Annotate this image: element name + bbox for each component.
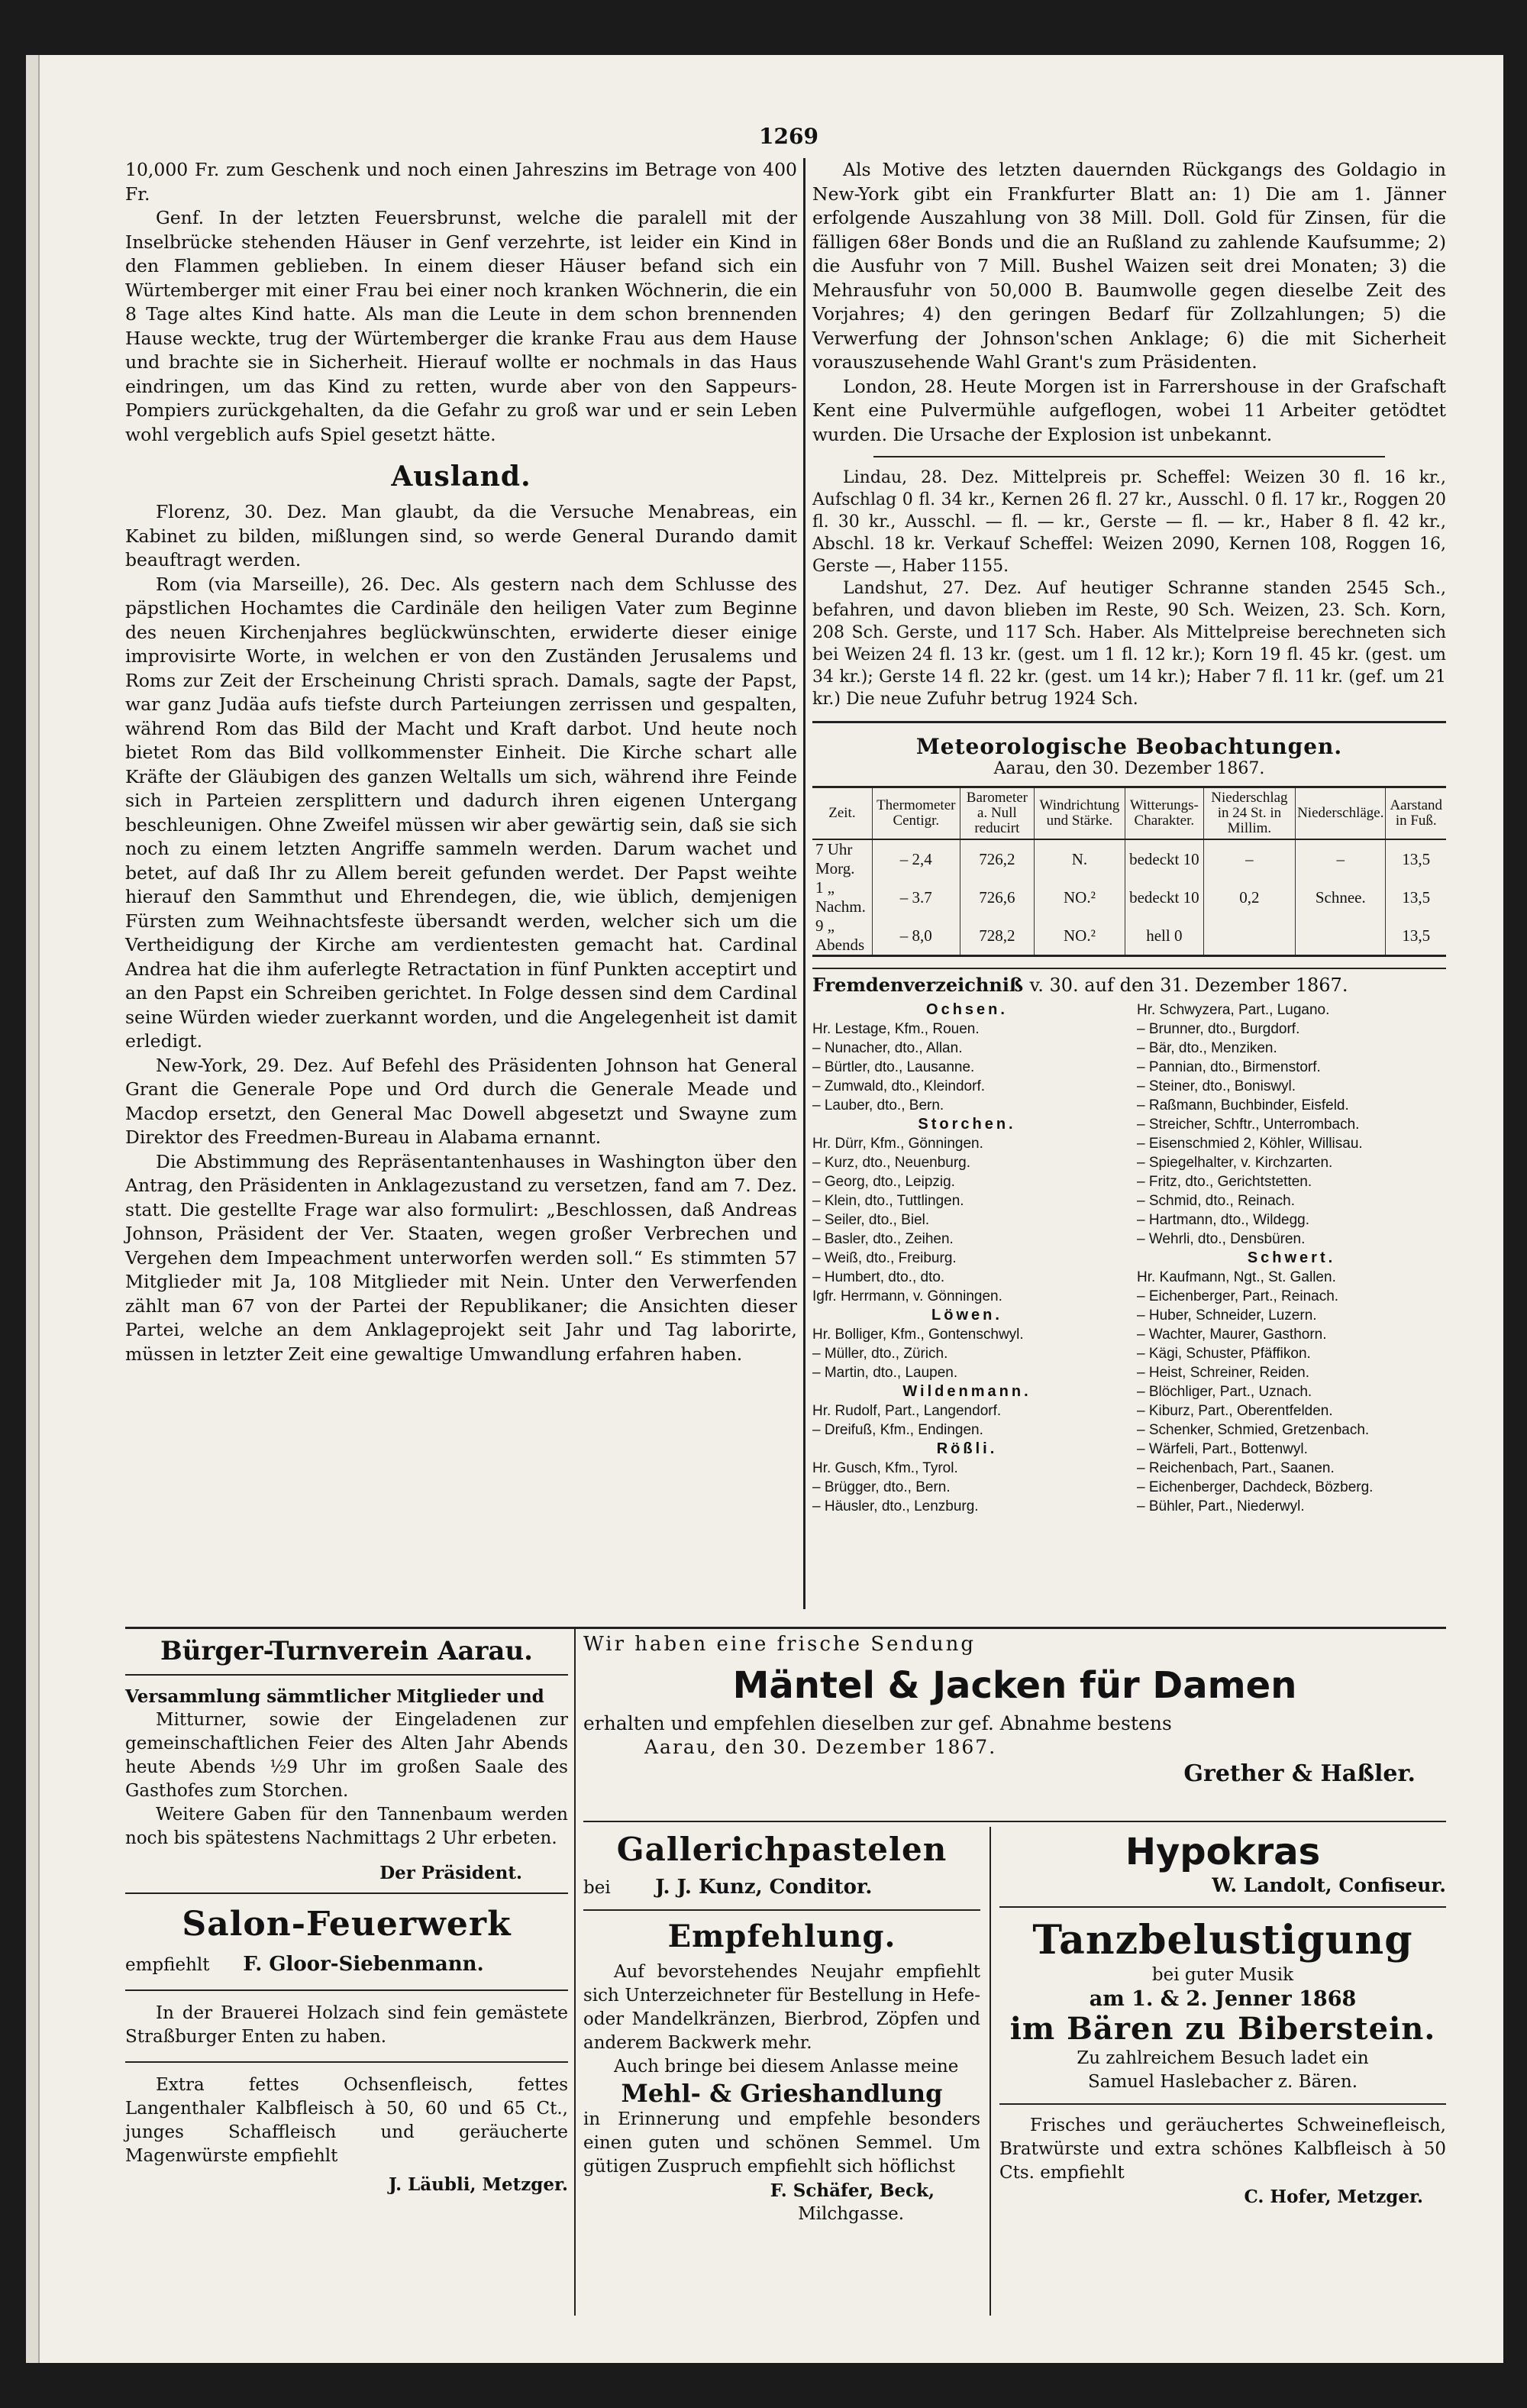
ad-turnverein-head: Versammlung sämmtlicher Mitglieder und [125,1686,544,1707]
list-item: Hr. Kaufmann, Ngt., St. Gallen. [1137,1269,1336,1285]
list-item: Igfr. Herrmann, v. Gönningen. [812,1288,1002,1304]
table-cell: 13,5 [1386,839,1446,878]
market-lindau: Lindau, 28. Dez. Mittelpreis pr. Scheffel: Weizen 30 fl. 16 kr., Aufschlag 0 fl. 34 kr., Kernen 26 fl. 27 kr., Ausschl. 0 fl. 17 kr., Roggen 20 fl. 30 kr., Ausschl. — fl. — kr., Gerste — fl. — kr., Haber 8 fl. 42 kr., Abschl. 18 kr. Verkauf Scheffel: Weizen 2090, Kernen 108, Roggen 16, Gerste —, Haber 1155. [812,468,1446,576]
article-florenz: Florenz, 30. Dez. Man glaubt, da die Versuche Menabreas, ein Kabinet zu bilden, mißlungen sind, so werde General Durando damit beauftragt werden. [125,501,797,570]
market-landshut: Landshut, 27. Dez. Auf heutiger Schranne standen 2545 Sch., befahren, und davon blieben im Reste, 90 Sch. Weizen, 23. Sch. Korn, 208 Sch. Gerste, und 117 Sch. Haber. Als Mittelpreise berechneten sich bei Weizen 24 fl. 13 kr. (gest. um 1 fl. 12 kr.); Korn 19 fl. 45 kr. (gest. um 34 kr.); Gerste 14 fl. 22 kr. (gest. um 14 kr.); Haber 7 fl. 11 kr. (gef. um 21 kr.) Die neue Zufuhr betrug 1924 Sch. [812,579,1446,709]
list-item: – Bühler, Part., Niederwyl. [1137,1498,1305,1514]
ad-schaefer-signature: F. Schäfer, Beck, [770,2180,935,2201]
hotel-heading: Schwert. [1247,1249,1336,1266]
ad-empfehlung-title: Empfehlung. [667,1918,896,1954]
ad-mehl-title: Mehl- & Grieshandlung [621,2079,943,2108]
article-rom: Rom (via Marseille), 26. Dec. Als gestern nach dem Schlusse des päpstlichen Hochamtes die Cardinäle den heiligen Vater zum Beginne des neuen Kirchenjahres beglückwünschten, erwiderte dieser einige improvisirte Worte, in welchen er von den Zuständen Jerusalems und Roms zur Zeit der Erscheinung Christi sprach. Damals, sagte der Papst, war ganz Judäa aufs tiefste durch Parteiungen zerrissen und gespalten, während Rom das Bild der Macht und Kraft darbot. Und heute noch bietet Rom das Bild vollkommenster Einheit. Die Kirche schart alle Kräfte der Gläubigen des ganzen Weltalls um sich, während ihre Feinde sich in Parteien zersplittern und dadurch ihren eigenen Untergang beschleunigen. Ohne Zweifel müssen wir aber gewärtig sein, daß sie sich noch zu einem letzten Angriffe sammeln werden. Darum wachet und betet, auf daß Ihr zu Allem bereit gefunden werdet. Der Papst weihte hierauf den Sammthut und Ehrendegen, die, wie üblich, demjenigen Fürsten zum Weihnachtsfeste übersandt werden, welcher sich um die Vertheidigung der Kirche am verdientesten gemacht hat. Cardinal Andrea hat die ihm auferlegte Retractation in fünf Punkten acceptirt und an den Papst ein Schreiben gerichtet. In Folge dessen sind dem Cardinal seine Würden wieder zuerkannt worden, und die Angelegenheit ist damit erledigt. [125,573,797,1052]
ad-tanz-body: Zu zahlreichem Besuch ladet ein [1077,2048,1369,2068]
list-item: – Lauber, dto., Bern. [812,1097,944,1113]
list-item: – Seiler, dto., Biel. [812,1212,930,1228]
meteo-subtitle: Aarau, den 30. Dezember 1867. [993,759,1265,778]
column-divider [803,158,805,1609]
list-item: – Klein, dto., Tuttlingen. [812,1193,964,1209]
guest-list-left [812,1000,1122,1516]
table-header: Aarstand in Fuß. [1386,787,1446,840]
list-item: – Eichenberger, Dachdeck, Bözberg. [1137,1479,1374,1495]
list-item: – Bürtler, dto., Lausanne. [812,1059,975,1075]
binding-edge [26,55,40,2363]
divider [125,1989,568,1991]
table-cell: hell 0 [1125,916,1203,956]
list-item: – Brügger, dto., Bern. [812,1479,951,1495]
divider [583,1909,980,1911]
section-heading-ausland: Ausland. [391,461,531,493]
ad-turnverein-body: Mitturner, sowie der Eingeladenen zur gemeinschaftlichen Feier des Alten Jahr Abends heute Abends ½9 Uhr im großen Saale des Gasthofes zum Storchen. [125,1710,568,1801]
hotel-heading: Löwen. [931,1307,1002,1324]
ad-maentel-signature: Grether & Haßler. [1183,1760,1416,1787]
article-london: London, 28. Heute Morgen ist in Farrershouse in der Grafschaft Kent eine Pulvermühle aufgeflogen, wobei 11 Arbeiter getödtet wurden. Die Ursache der Explosion ist unbekannt. [812,375,1446,445]
divider [125,1674,568,1676]
table-row [812,839,1446,878]
ad-hofer-signature: C. Hofer, Metzger. [1244,2187,1423,2207]
guest-list-right [1137,1000,1446,1516]
guest-list-date: v. 30. auf den 31. Dezember 1867. [1029,975,1348,996]
ad-tanz-signature: Samuel Haslebacher z. Bären. [1087,2072,1358,2092]
hotel-heading: Storchen. [918,1116,1016,1133]
list-item: – Martin, dto., Laupen. [812,1365,958,1381]
left-column [125,158,797,1366]
meteo-title: Meteorologische Beobachtungen. [915,734,1343,759]
ad-salon-title: Salon-Feuerwerk [182,1905,512,1944]
ad-maentel-date: Aarau, den 30. Dezember 1867. [644,1736,997,1758]
list-item: – Streicher, Schftr., Unterrombach. [1137,1117,1360,1133]
ad-holzach: In der Brauerei Holzach sind fein gemästete Straßburger Enten zu haben. [125,2003,568,2047]
table-cell: bedeckt 10 [1125,839,1203,878]
list-item: – Heist, Schreiner, Reiden. [1137,1365,1310,1381]
ad-maentel [583,1633,1446,1786]
divider [125,1892,568,1894]
ad-schaefer-address: Milchgasse. [798,2204,904,2224]
table-cell: 728,2 [960,916,1034,956]
article-geneva: Genf. In der letzten Feuersbrunst, welche die paralell mit der Inselbrücke stehenden Häuser in Genf verzehrte, ist leider ein Kind in den Flammen geblieben. In einem dieser Häuser befand sich ein Würtemberger mit einer Frau bei einer noch kranken Wöchnerin, die ein 8 Tage altes Kind hatte. Als man die Leute in dem schon brennenden Hause weckte, trug der Würtemberger die kranke Frau aus dem Hause und brachte sie in Sicherheit. Hierauf wollte er nochmals in das Haus eindringen, um das Kind zu retten, wurde aber von den Sappeurs-Pompiers zurückgehalten, da die Gefahr zu groß war und er sein Leben wohl vergeblich aufs Spiel gesetzt hätte. [125,207,797,445]
list-item: – Schenker, Schmied, Gretzenbach. [1137,1422,1370,1438]
guest-list-title [812,968,1446,996]
list-item: – Spiegelhalter, v. Kirchzarten. [1137,1155,1333,1171]
table-cell [1203,916,1295,956]
list-item: – Eisenschmied 2, Köhler, Willisau. [1137,1136,1363,1152]
list-item: Hr. Bolliger, Kfm., Gontenschwyl. [812,1327,1024,1343]
table-cell: – [1296,839,1386,878]
ad-empfehlung-body: Auf bevorstehendes Neujahr empfiehlt sich Unterzeichneter für Bestellung in Hefe- oder Mandelkränzen, Bierbrod, Zöpfen und anderem Backwerk mehr. [583,1962,980,2053]
ad-salon-lead: empfiehlt [125,1955,210,1975]
table-cell: 726,6 [960,878,1034,916]
table-cell: bedeckt 10 [1125,878,1203,916]
ad-turnverein-signature: Der Präsident. [379,1863,522,1883]
right-column [812,158,1446,1516]
table-cell: 7 Uhr Morg. [815,840,855,878]
newspaper-page [26,55,1503,2363]
list-item: Hr. Rudolf, Part., Langendorf. [812,1403,1002,1419]
table-header: Barometer a. Null reducirt [960,787,1034,840]
guest-list [812,1000,1446,1516]
list-item: – Huber, Schneider, Luzern. [1137,1307,1317,1324]
table-header: Zeit. [812,787,872,840]
table-cell: 1 „ Nachm. [815,878,866,916]
ad-salon-name: F. Gloor-Siebenmann. [243,1953,484,1976]
list-item: – Reichenbach, Part., Saanen. [1137,1460,1335,1476]
list-item: – Blöchliger, Part., Uznach. [1137,1384,1312,1400]
hotel-heading: Rößli. [936,1440,998,1457]
list-item: – Schmid, dto., Reinach. [1137,1193,1295,1209]
ad-middle-column [583,1831,980,2226]
ad-tanz-date: am 1. & 2. Jenner 1868 [1089,1987,1357,2011]
ad-maentel-body: erhalten und empfehlen dieselben zur gef. Abnahme bestens [583,1712,1172,1734]
ad-tanz-musik: bei guter Musik [1151,1965,1294,1985]
list-item: – Steiner, dto., Boniswyl. [1137,1078,1296,1094]
ad-gallerich-title: Gallerichpastelen [616,1831,948,1868]
article-washington: Die Abstimmung des Repräsentantenhauses in Washington über den Antrag, den Präsidenten in Anklagezustand zu versetzen, fand am 7. Dez. statt. Die gestellte Frage war also formulirt: „Beschlossen, daß Andreas Johnson, Präsident der Ver. Staaten, wegen großer Verbrechen und Vergehen dem Impeachment unterworfen werden soll.“ Es stimmten 57 Mitglieder mit Ja, 108 Mitglieder mit Nein. Unter den Verwerfenden zählt man 67 von der Partei der Republikaner; die Ansichten dieser Partei, welche an dem Anklageprojekt seit Jahr und Tag laborirte, müssen in letzter Zeit eine gewaltige Umwandlung erfahren haben. [125,1150,797,1365]
ad-hypokras-title: Hypokras [1125,1831,1321,1873]
list-item: Hr. Dürr, Kfm., Gönningen. [812,1136,983,1152]
table-cell: – 3.7 [872,878,960,916]
list-item: – Häusler, dto., Lenzburg. [812,1498,979,1514]
ad-tanz-title: Tanzbelustigung [1032,1917,1413,1964]
ad-gallerich-bei: bei [583,1878,611,1898]
list-item: – Eichenberger, Part., Reinach. [1137,1288,1339,1304]
article-goldagio: Als Motive des letzten dauernden Rückgangs des Goldagio in New-York gibt ein Frankfurter Blatt an: 1) Die am 1. Jänner erfolgende Auszahlung von 38 Mill. Doll. Gold für Zinsen, für die fälligen 68er Bonds und die an Rußland zu zahlende Kaufsumme; 2) die Ausfuhr von 7 Mill. Bushel Waizen seit drei Monaten; 3) die Mehrausfuhr von 50,000 B. Baumwolle gegen dieselbe Zeit des Vorjahres; 4) den geringen Bedarf für Zollzahlungen; 5) die Verwerfung der Johnson'schen Anklage; 6) die mit Sicherheit vorauszusehende Wahl Grant's zum Präsidenten. [812,159,1446,373]
ad-laeubli-signature: J. Läubli, Metzger. [389,2174,568,2195]
hotel-heading: Ochsen. [926,1001,1008,1018]
table-header: Windrichtung und Stärke. [1034,787,1125,840]
list-item: – Humbert, dto., dto. [812,1269,945,1285]
divider [125,2061,568,2063]
list-item: – Basler, dto., Zeihen. [812,1231,954,1247]
ad-hofer-body: Frisches und geräuchertes Schweinefleisch, Bratwürste und extra schönes Kalbfleisch à 50 Cts. empfiehlt [999,2115,1446,2183]
ad-maentel-title: Mäntel & Jacken für Damen [732,1664,1297,1707]
list-item: – Nunacher, dto., Allan. [812,1040,963,1056]
divider [873,456,1385,457]
table-row [812,916,1446,956]
table-cell: – 2,4 [872,839,960,878]
list-item: – Weiß, dto., Freiburg. [812,1250,957,1266]
divider [999,2103,1446,2105]
ad-tanz-place: im Bären zu Biberstein. [1009,2011,1436,2047]
article-new-york: New-York, 29. Dez. Auf Befehl des Präsidenten Johnson hat General Grant die Generale Pope und Ord durch die Generale Meade und Macdop ersetzt, den General Mac Dowell abgesetzt und Swayne zum Direktor des Freedmen-Bureau in Alabama ernannt. [125,1054,797,1148]
table-header: Witterungs-Charakter. [1125,787,1203,840]
list-item: – Dreifuß, Kfm., Endingen. [812,1422,983,1438]
list-item: Hr. Gusch, Kfm., Tyrol. [812,1460,958,1476]
ad-maentel-intro: Wir haben eine frische Sendung [583,1633,977,1656]
ad-empfehlung-body2: Auch bringe bei diesem Anlasse meine [614,2057,959,2077]
ads-divider [125,1627,1446,1629]
table-cell: NO.² [1034,878,1125,916]
list-item: – Raßmann, Buchbinder, Eisfeld. [1137,1097,1349,1113]
page-number: 1269 [759,124,818,149]
ad-gallerich-name: J. J. Kunz, Conditor. [655,1876,873,1899]
list-item: – Wehrli, dto., Densbüren. [1137,1231,1306,1247]
table-header: Thermometer Centigr. [872,787,960,840]
guest-list-heading: Fremdenverzeichniß [812,974,1024,996]
ad-column-divider [574,1628,576,2316]
list-item: – Pannian, dto., Birmenstorf. [1137,1059,1321,1075]
meteo-table [812,786,1446,957]
market-reports [812,467,1446,710]
list-item: – Brunner, dto., Burgdorf. [1137,1021,1300,1037]
list-item: Hr. Schwyzera, Part., Lugano. [1137,1002,1330,1018]
divider [999,1906,1446,1908]
divider [583,1821,1446,1822]
table-cell: NO.² [1034,916,1125,956]
table-cell: 9 „ Abends [812,916,872,956]
hotel-heading: Wildenmann. [902,1383,1031,1400]
table-cell: 0,2 [1203,878,1295,916]
ad-empfehlung-body3: in Erinnerung und empfehle besonders einen guten und schönen Semmel. Um gütigen Zuspruch empfiehlt sich höflichst [583,2109,980,2177]
table-cell: Schnee. [1296,878,1386,916]
table-cell: 13,5 [1386,878,1446,916]
table-row [812,878,1446,916]
list-item: – Müller, dto., Zürich. [812,1346,948,1362]
list-item: – Georg, dto., Leipzig. [812,1174,955,1190]
table-cell: – [1203,839,1295,878]
ad-right-column [999,1831,1446,2209]
article-paragraph: 10,000 Fr. zum Geschenk und noch einen Jahreszins im Betrage von 400 Fr. [125,159,797,205]
table-cell: 13,5 [1386,916,1446,956]
list-item: – Fritz, dto., Gerichtstetten. [1137,1174,1312,1190]
list-item: – Kurz, dto., Neuenburg. [812,1155,971,1171]
ad-turnverein-body2: Weitere Gaben für den Tannenbaum werden noch bis spätestens Nachmittags 2 Uhr erbeten. [125,1805,568,1848]
list-item: – Wachter, Maurer, Gasthorn. [1137,1327,1327,1343]
table-header: Niederschlag in 24 St. in Millim. [1203,787,1295,840]
list-item: – Kägi, Schuster, Pfäffikon. [1137,1346,1311,1362]
ad-turnverein-title: Bürger-Turnverein Aarau. [160,1636,534,1666]
list-item: Hr. Lestage, Kfm., Rouen. [812,1021,980,1037]
table-cell: N. [1034,839,1125,878]
table-header: Niederschläge. [1296,787,1386,840]
ad-hypokras-name: W. Landolt, Confiseur. [1212,1874,1446,1896]
list-item: – Hartmann, dto., Wildegg. [1137,1212,1309,1228]
table-cell [1296,916,1386,956]
list-item: – Zumwald, dto., Kleindorf. [812,1078,985,1094]
table-cell: 726,2 [960,839,1034,878]
ads-left-column [125,1636,568,2196]
list-item: – Wärfeli, Part., Bottenwyl. [1137,1441,1308,1457]
ad-column-divider [989,1827,991,2316]
list-item: – Bär, dto., Menziken. [1137,1040,1277,1056]
table-cell: – 8,0 [872,916,960,956]
ad-laeubli-text: Extra fettes Ochsenfleisch, fettes Langenthaler Kalbfleisch à 50, 60 und 65 Ct., junges Schaffleisch und geräucherte Magenwürste empfiehlt [125,2075,568,2166]
list-item: – Kiburz, Part., Oberentfelden. [1137,1403,1333,1419]
divider [812,721,1446,723]
